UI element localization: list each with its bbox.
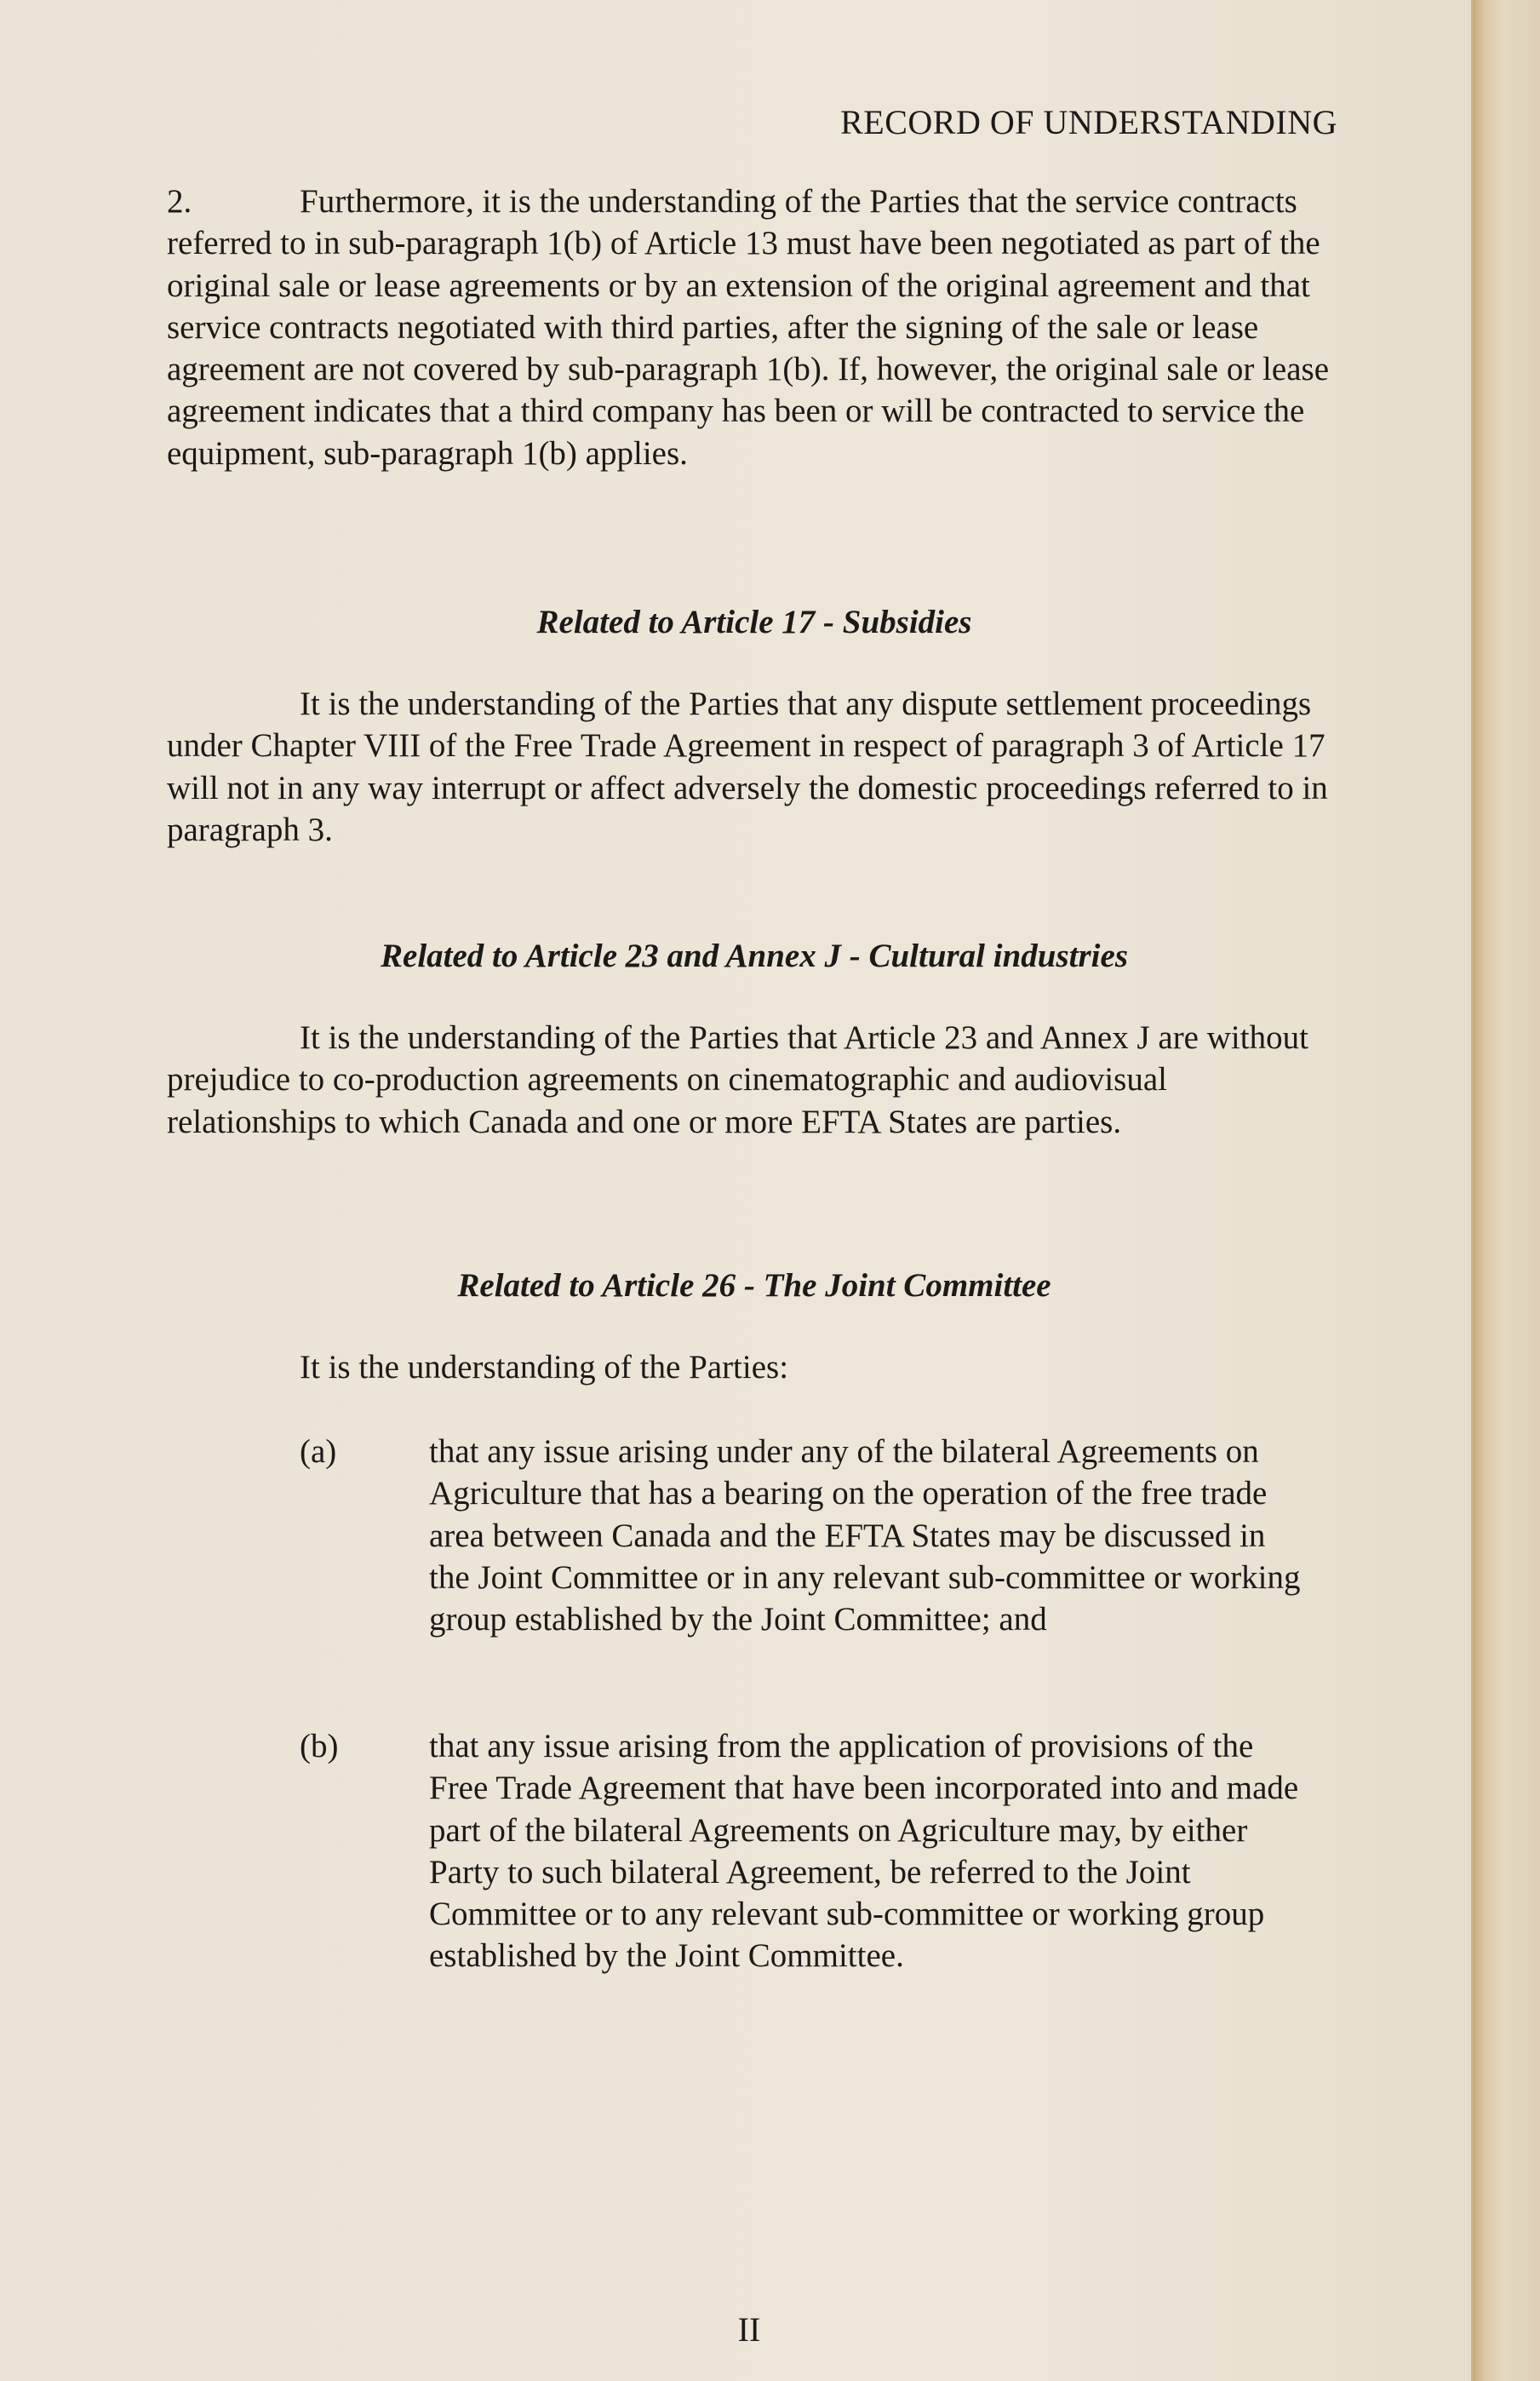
paragraph-article-23: It is the understanding of the Parties that Article 23 and Annex J are without prejudice to co-production agreements on cinematographic and audiovisual relationships to which Canada and one or more EFTA States are parties.: [167, 1019, 1308, 1140]
list-item-text: that any issue arising from the application of provisions of the Free Trade Agreement that have been incorporated into and made part of the bilateral Agreements on Agriculture may, by either Party to such bilateral Agreement, be referred to the Joint Committee or to any relevant sub-committee or working group established by the Joint Committee.: [429, 1728, 1299, 1975]
list-item-label: (b): [300, 1728, 339, 1764]
heading-article-26: Related to Article 26 - The Joint Committee: [457, 1267, 1051, 1304]
heading-article-23: Related to Article 23 and Annex J - Cultural industries: [381, 938, 1128, 974]
paragraph-article-17: It is the understanding of the Parties that any dispute settlement proceedings under Chapter VIII of the Free Trade Agreement in respect of paragraph 3 of Article 17 will not in any way interrupt or affect adversely the domestic proceedings referred to in paragraph 3.: [167, 686, 1328, 848]
heading-article-17: Related to Article 17 - Subsidies: [536, 604, 972, 640]
paragraph-2-text: Furthermore, it is the understanding of the Parties that the service contracts referred to in sub-paragraph 1(b) of Article 13 must have been negotiated as part of the original sale or lease agreements or by an extension of the original agreement and that service contracts negotiated with third parties, after the signing of the sale or lease agreement are not covered by sub-paragraph 1(b). If, however, the original sale or lease agreement indicates that a third company has been or will be contracted to service the equipment, sub-paragraph 1(b) applies.: [167, 183, 1329, 472]
paragraph-number: 2.: [167, 183, 192, 220]
list-item-label: (a): [300, 1433, 337, 1470]
page-number: II: [737, 2310, 761, 2349]
paragraph-article-26-intro: It is the understanding of the Parties:: [300, 1349, 789, 1386]
paragraph-2: [167, 181, 1342, 474]
list-item-text: that any issue arising under any of the bilateral Agreements on Agriculture that has a bearing on the operation of the free trade area between Canada and the EFTA States may be discussed in the Joint Committee or in any relevant sub-committee or working group established by the Joint Committee; and: [429, 1433, 1301, 1638]
running-head: RECORD OF UNDERSTANDING: [840, 103, 1337, 141]
book-page-edge: [1473, 0, 1540, 2381]
